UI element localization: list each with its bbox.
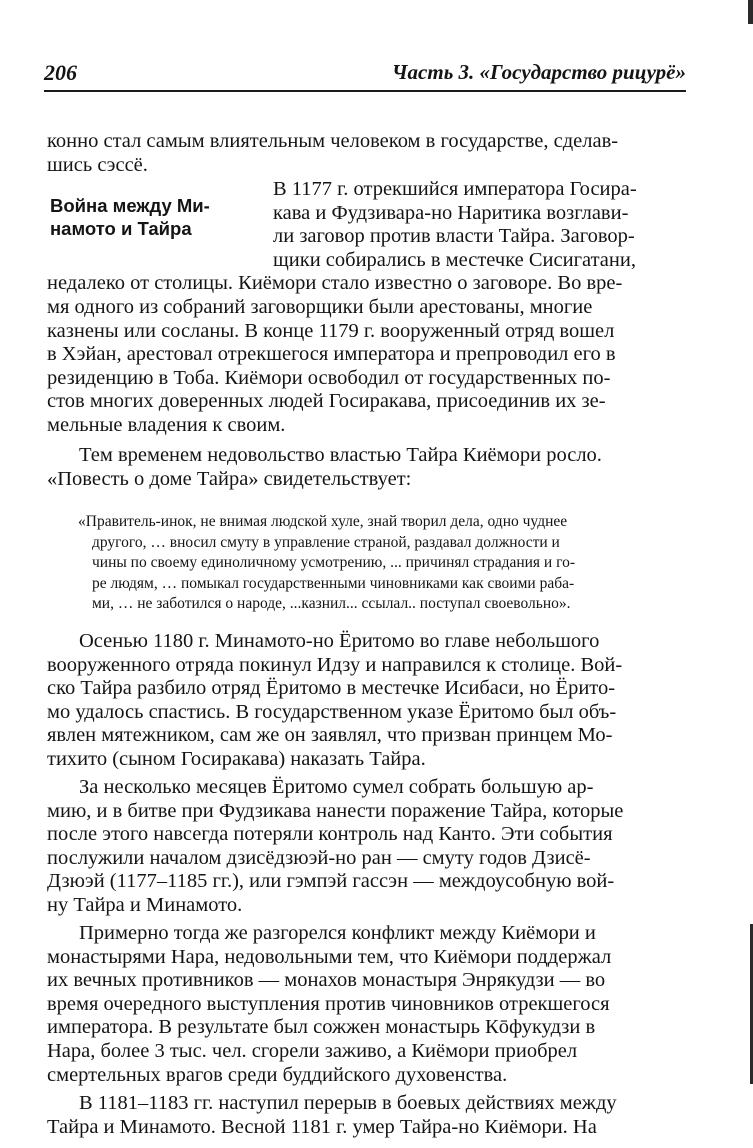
- text-line: За несколько месяцев Ёритомо сумел собрать большую ар-: [79, 776, 594, 798]
- header-rule: [44, 90, 686, 92]
- quote-line: «Правитель-инок, не внимая людской хуле, знай творил дела, одно чуднее: [78, 513, 568, 530]
- paragraph-autumn-1180: [47, 630, 685, 772]
- opening-paragraph: [47, 130, 685, 177]
- text-line: шись сэссё.: [47, 153, 148, 176]
- heading-line: Война между Ми-: [50, 195, 210, 216]
- text-line: мо удалось спастись. В государственном указе Ёритомо был объ-: [47, 700, 617, 723]
- text-line: В 1181–1183 гг. наступил перерыв в боевых действиях между: [79, 1092, 617, 1114]
- text-line: щики собирались в местечке Сисигатани,: [273, 248, 636, 271]
- text-line: мя одного из собраний заговорщики были арестованы, многие: [47, 295, 593, 318]
- quote-line: ре людям, … помыкал государственными чиновниками как своими раба-: [92, 574, 575, 592]
- scan-edge-mark: [748, 0, 753, 24]
- text-line: Примерно тогда же разгорелся конфликт между Киёмори и: [79, 922, 596, 944]
- text-line: Осенью 1180 г. Минамото-но Ёритомо во главе небольшого: [79, 630, 600, 652]
- text-line: смертельных врагов среди буддийского духовенства.: [47, 1063, 508, 1086]
- quote-line: другого, … вносил смуту в управление страной, раздавал должности и: [92, 533, 560, 551]
- text-line: императора. В результате был сожжен монастырь Кōфукудзи в: [47, 1016, 596, 1039]
- text-line: казнены или сосланы. В конце 1179 г. вооруженный отряд вошел: [47, 319, 615, 342]
- text-line: Нара, более 3 тыс. чел. сгорели заживо, а Киёмори приобрел: [47, 1039, 578, 1062]
- text-line: ли заговор против власти Тайра. Заговор-: [273, 225, 635, 248]
- text-line: кава и Фудзивара-но Наритика возглави-: [273, 201, 629, 224]
- text-line: явлен мятежником, сам же он заявлял, что призван принцем Мо-: [47, 724, 613, 747]
- text-line: мию, и в битве при Фудзикава нанести поражение Тайра, которые: [47, 799, 624, 822]
- text-line: в Хэйан, арестовал отрекшегося императора и препроводил его в: [47, 343, 616, 366]
- text-line: Тайра и Минамото. Весной 1181 г. умер Тайра-но Киёмори. На: [47, 1115, 597, 1138]
- paragraph-conflict: [47, 922, 685, 1087]
- text-line: тихито (сыном Госиракава) наказать Тайра.: [47, 747, 426, 770]
- text-line: конно стал самым влиятельным человеком в государстве, сделав-: [47, 130, 619, 152]
- paragraph-truce: [47, 1092, 685, 1139]
- text-line: послужили началом дзисёдзюэй-но ран — смуту годов Дзисё-: [47, 846, 591, 869]
- text-line: вооруженного отряда покинул Идзу и направился к столице. Вой-: [47, 653, 623, 676]
- text-line: монастырями Нара, недовольными тем, что Киёмори поддержал: [47, 945, 612, 968]
- text-line: время очередного выступления против чиновников отрекшегося: [47, 992, 610, 1015]
- text-line: ско Тайра разбило отряд Ёритомо в местечке Исибаси, но Ёрито-: [47, 677, 616, 700]
- text-line: «Повесть о доме Тайра» свидетельствует:: [47, 467, 412, 490]
- page-header: [44, 60, 686, 90]
- text-line: после этого навсегда потеряли контроль над Канто. Эти события: [47, 823, 613, 846]
- running-head: Часть 3. «Государство рицурё»: [391, 60, 686, 84]
- quote-line: чины по своему единоличному усмотрению, ... причинял страдания и го-: [92, 554, 575, 571]
- text-line: мельные владения к своим.: [47, 413, 286, 436]
- block-quote: [78, 512, 660, 615]
- text-line: ну Тайра и Минамото.: [47, 893, 243, 916]
- paragraph-few-months: [47, 776, 685, 918]
- text-line: их вечных противников — монахов монастыря Энрякудзи — во: [47, 969, 606, 992]
- section-paragraph: [47, 178, 685, 438]
- text-line: В 1177 г. отрекшийся императора Госира-: [273, 178, 637, 200]
- page-number: 206: [44, 60, 77, 85]
- quote-line: ми, … не заботился о народе, ...казнил... ссылал.. поступал своевольно».: [92, 595, 571, 612]
- text-line: Дзюэй (1177–1185 гг.), или гэмпэй гассэн — междоусобную вой-: [47, 870, 615, 893]
- text-line: резиденцию в Toба. Киёмори освободил от государственных по-: [47, 366, 611, 389]
- heading-line: намото и Тайра: [50, 218, 192, 239]
- text-line: стов многих доверенных людей Госиракава, присоединив их зе-: [47, 390, 606, 413]
- text-line: Тем временем недовольство властью Тайра Киёмори росло.: [79, 444, 602, 466]
- text-line: недалеко от столицы. Киёмори стало известно о заговоре. Во вре-: [47, 272, 623, 295]
- paragraph-intro-quote: [47, 444, 685, 491]
